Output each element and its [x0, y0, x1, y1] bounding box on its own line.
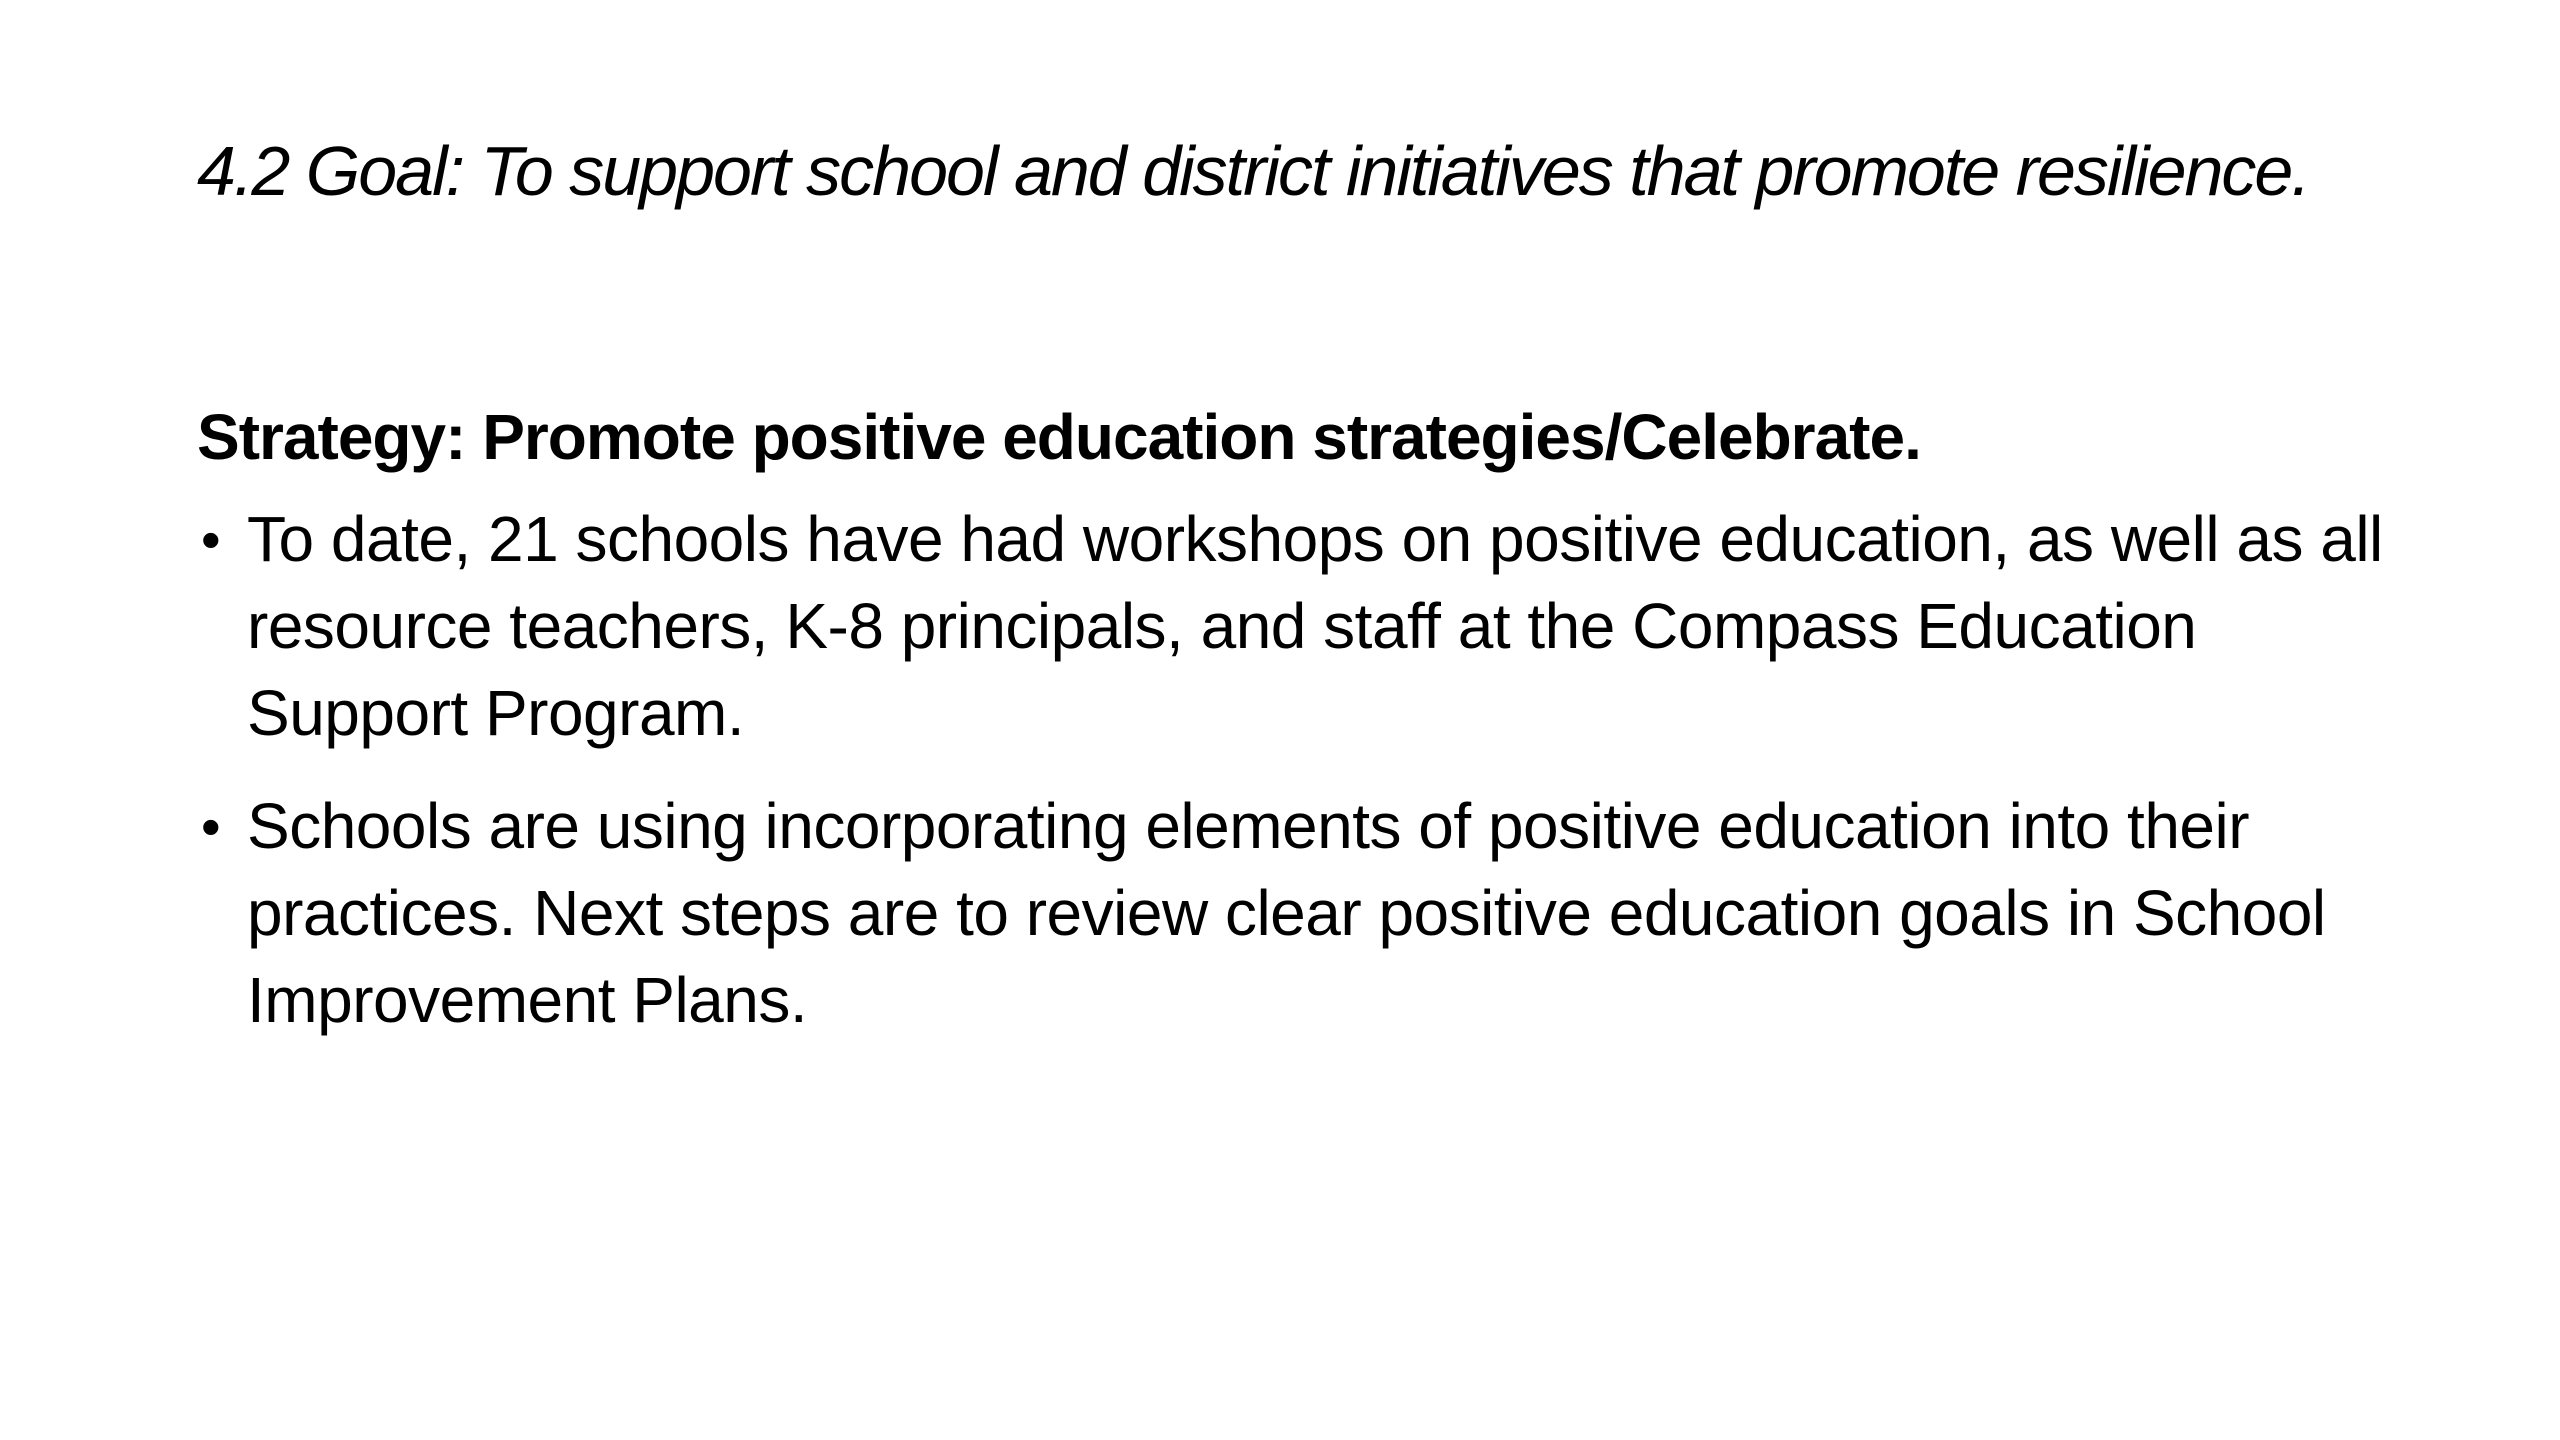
- strategy-heading: Strategy: Promote positive education strategies/Celebrate.: [197, 401, 1921, 473]
- bullet-item: [197, 783, 2427, 1044]
- bullet-text: To date, 21 schools have had workshops on positive education, as well as all resource teachers, K-8 principals, and staff at the Compass Education Support Program.: [247, 503, 2383, 749]
- bullet-list: [197, 496, 2427, 1044]
- bullet-icon: •: [201, 795, 221, 858]
- bullet-icon: •: [201, 508, 221, 571]
- slide-content: [197, 392, 2427, 1070]
- bullet-item: [197, 496, 2427, 757]
- bullet-text: Schools are using incorporating elements of positive education into their practices. Next steps are to review clear positive education goals in School Improvement Plans.: [247, 790, 2326, 1036]
- slide-title: 4.2 Goal: To support school and district initiatives that promote resilience.: [197, 132, 2309, 210]
